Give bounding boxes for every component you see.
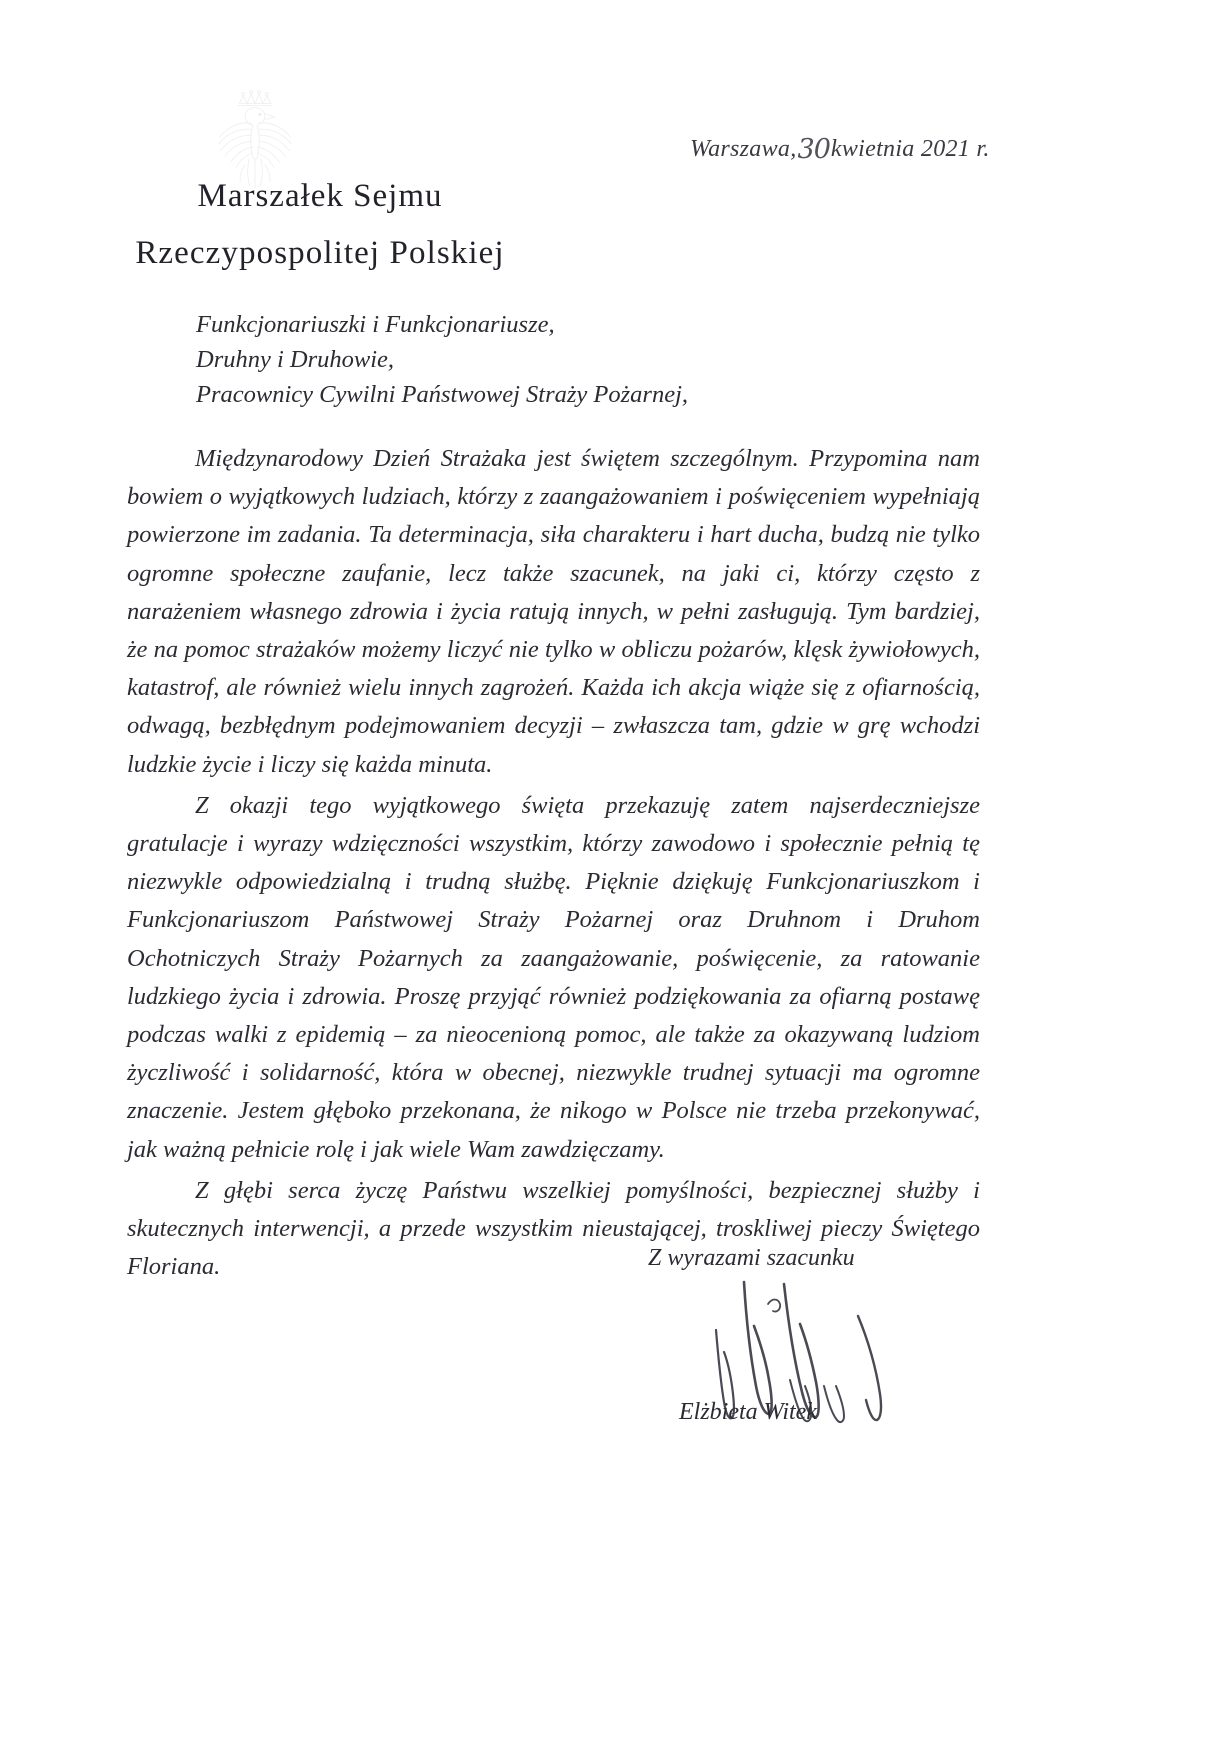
date-day-handwritten: 30 xyxy=(797,134,830,165)
date-month-year: kwietnia 2021 r. xyxy=(830,136,990,162)
body-paragraph-3: Z głębi serca życzę Państwu wszelkiej pomyślności, bezpiecznej służby i skutecznych interwencji, a przede wszystkim nieustającej, troskliwej pieczy Świętego Floriana. xyxy=(127,1176,980,1281)
letterhead xyxy=(0,168,640,282)
signer-name: Elżbieta Witek xyxy=(679,1399,817,1425)
date-city: Warszawa, xyxy=(690,136,797,162)
date-line xyxy=(690,132,990,163)
body-paragraph-2: Z okazji tego wyjątkowego święta przekazuję zatem najserdeczniejsze gratulacje i wyrazy wdzięczności wszystkim, którzy zawodowo i społecznie pełnią tę niezwykle odpowiedzialną i trudną służbę. Pięknie dziękuję Funkcjonariuszkom i Funkcjonariuszom Państwowej Straży Pożarnej oraz Druhnom i Druhom Ochotniczych Straży Pożarnych za zaangażowanie, poświęcenie, za ratowanie ludzkiego życia i zdrowia. Proszę przyjąć również podziękowania za ofiarną postawę podczas walki z epidemią – za nieocenioną pomoc, ale także za okazywaną ludziom życzliwość i solidarność, która w obecnej, niezwykle trudnej sytuacji ma ogromne znaczenie. Jestem głęboko przekonana, że nikogo w Polsce nie trzeba przekonywać, jak ważną pełnicie rolę i jak wiele Wam zawdzięczamy. xyxy=(127,791,980,1163)
body-paragraph-1: Międzynarodowy Dzień Strażaka jest świętem szczególnym. Przypomina nam bowiem o wyjątkowych ludziach, którzy z zaangażowaniem i poświęceniem wypełniają powierzone im zadania. Ta determinacja, siła charakteru i hart ducha, budzą nie tylko ogromne społeczne zaufanie, lecz także szacunek, na jaki ci, którzy często z narażeniem własnego zdrowia i życia ratują innych, w pełni zasługują. Tym bardziej, że na pomoc strażaków możemy liczyć nie tylko w obliczu pożarów, klęsk żywiołowych, katastrof, ale również wielu innych zagrożeń. Każda ich akcja wiąże się z ofiarnością, odwagą, bezbłędnym podejmowaniem decyzji – zwłaszcza tam, gdzie w grę wchodzi ludzkie życie i liczy się każda minuta. xyxy=(127,445,980,778)
salutation-line-3: Pracownicy Cywilni Państwowej Straży Pożarnej, xyxy=(196,380,689,408)
letter-body xyxy=(127,440,980,1286)
valediction: Z wyrazami szacunku xyxy=(648,1245,855,1271)
letterhead-line-1: Marszałek Sejmu xyxy=(197,178,443,214)
salutation-line-1: Funkcjonariuszki i Funkcjonariusze, xyxy=(196,311,555,338)
letterhead-line-2: Rzeczypospolitej Polskiej xyxy=(135,234,505,271)
salutation-line-2: Druhny i Druhowie, xyxy=(196,345,395,373)
salutation-block xyxy=(196,308,688,412)
